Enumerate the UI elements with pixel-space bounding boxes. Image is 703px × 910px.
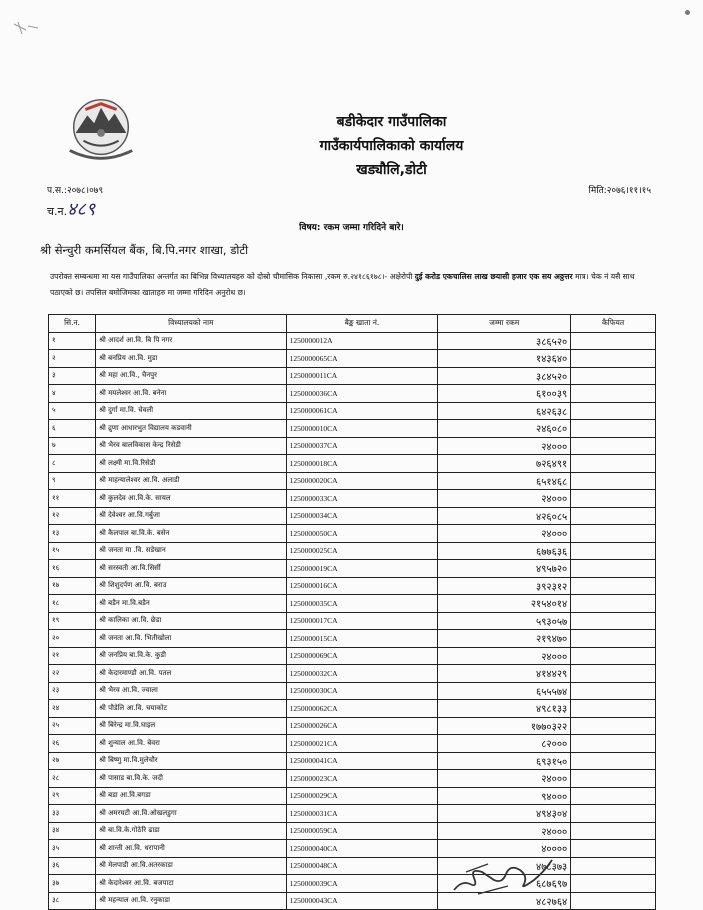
school-name-cell: श्री महन्याल आ.वि. रनुकाडा bbox=[96, 892, 286, 910]
amount-cell: ६४२६३८ bbox=[438, 402, 571, 420]
serial-cell: ९ bbox=[49, 472, 96, 490]
bank-account-cell: 1250000023CA bbox=[286, 770, 438, 788]
table-row bbox=[49, 752, 656, 770]
amount-cell: ४०००० bbox=[438, 840, 571, 858]
bank-account-cell: 1250000039CA bbox=[286, 875, 438, 893]
table-row bbox=[49, 735, 656, 753]
remarks-cell bbox=[571, 717, 656, 735]
bank-account-cell: 1250000034CA bbox=[286, 507, 438, 525]
amount-cell: १४३६४० bbox=[438, 350, 571, 368]
header-school-name: विध्यालयको नाम bbox=[96, 315, 286, 333]
letter-addressee: श्री सेन्चुरी कमर्सियल बैंक, बि.पि.नगर शाखा, डोटी bbox=[40, 243, 249, 257]
amount-cell: १७७०३२२ bbox=[438, 717, 571, 735]
school-name-cell: श्री शान्ती आ.वि. धरापानी bbox=[96, 840, 286, 858]
amount-cell: ४१४४२९ bbox=[438, 665, 571, 683]
amount-cell: ७२६४९१ bbox=[438, 455, 571, 473]
school-name-cell: श्री सरस्वती आ.वि.सिर्सी bbox=[96, 560, 286, 578]
remarks-cell bbox=[571, 752, 656, 770]
bank-account-cell: 1250000035CA bbox=[286, 595, 438, 613]
remarks-cell bbox=[571, 787, 656, 805]
serial-cell: १ bbox=[49, 332, 96, 350]
school-name-cell: श्री कुलदेव आ.वि.के. सायल bbox=[96, 490, 286, 508]
school-name-cell: श्री दुर्गा मा.वि. चेवली bbox=[96, 402, 286, 420]
table-row bbox=[49, 595, 656, 613]
school-name-cell: श्री महा आ.वि., चैनपुर bbox=[96, 367, 286, 385]
remarks-cell bbox=[571, 437, 656, 455]
amount-cell: ५९३०५७ bbox=[438, 612, 571, 630]
amount-cell: ६७७६३६ bbox=[438, 542, 571, 560]
remarks-cell bbox=[571, 595, 656, 613]
amount-cell: ९४००० bbox=[438, 787, 571, 805]
body-text-part2: मात्र। चेक नं यसै साथ पठाएको छ। तपसिल बमोजिमका खाताहरु मा जम्मा गरिदिन अनुरोध छ। bbox=[50, 272, 635, 297]
serial-cell: ४ bbox=[49, 385, 96, 403]
bank-account-cell: 1250000050CA bbox=[286, 525, 438, 543]
serial-cell: २७ bbox=[49, 752, 96, 770]
serial-cell: १२ bbox=[49, 507, 96, 525]
serial-cell: २८ bbox=[49, 770, 96, 788]
amount-cell: २४००० bbox=[438, 770, 571, 788]
remarks-cell bbox=[571, 682, 656, 700]
government-emblem-icon bbox=[62, 92, 140, 170]
school-name-cell: श्री बा.वि.के.गोठेरि ढाडा bbox=[96, 822, 286, 840]
table-row bbox=[49, 385, 656, 403]
letter-subject: विषय: रकम जम्मा गरिदिने बारे। bbox=[299, 223, 404, 233]
remarks-cell bbox=[571, 857, 656, 875]
school-name-cell: श्री अमरघटी आ.वि.ओखलडुगा bbox=[96, 805, 286, 823]
punch-hole-mark bbox=[685, 10, 690, 15]
school-name-cell: श्री मयलेश्वर आ.वि. बनेना bbox=[96, 385, 286, 403]
amount-in-words: दुई करोड एकचालिस लाख छयासी हजार एक सय अठ्ठत्तर bbox=[414, 272, 573, 281]
bank-account-cell: 1250000017CA bbox=[286, 612, 438, 630]
serial-cell: ३५ bbox=[49, 840, 96, 858]
school-name-cell: श्री लक्ष्मी मा.वि.रिसेडी bbox=[96, 455, 286, 473]
amount-cell: ४८२७६४ bbox=[438, 892, 571, 910]
amount-cell: २४००० bbox=[438, 647, 571, 665]
amount-cell: ४२६०८५ bbox=[438, 507, 571, 525]
bank-account-cell: 1250000033CA bbox=[286, 490, 438, 508]
table-row bbox=[49, 437, 656, 455]
bank-account-cell: 1250000040CA bbox=[286, 840, 438, 858]
bank-account-cell: 1250000020CA bbox=[286, 472, 438, 490]
bank-account-cell: 1250000019CA bbox=[286, 560, 438, 578]
remarks-cell bbox=[571, 367, 656, 385]
bank-account-cell: 1250000031CA bbox=[286, 805, 438, 823]
dispatch-number bbox=[47, 197, 95, 221]
bank-account-cell: 1250000036CA bbox=[286, 385, 438, 403]
remarks-cell bbox=[571, 665, 656, 683]
table-row bbox=[49, 525, 656, 543]
serial-cell: १९ bbox=[49, 612, 96, 630]
municipality-name: बडीकेदार गाउँपालिका bbox=[336, 114, 447, 130]
serial-cell: ३८ bbox=[49, 892, 96, 910]
amount-cell: ६९३१५० bbox=[438, 752, 571, 770]
amount-cell: ६५५५७४ bbox=[438, 682, 571, 700]
school-accounts-table bbox=[48, 314, 656, 910]
table-row bbox=[49, 892, 656, 910]
remarks-cell bbox=[571, 490, 656, 508]
header-amount: जम्मा रकम bbox=[438, 315, 571, 333]
school-name-cell: श्री पासाड बा.वि.के. जदी bbox=[96, 770, 286, 788]
serial-cell: १८ bbox=[49, 595, 96, 613]
remarks-cell bbox=[571, 560, 656, 578]
office-location: खड्यौलि,डोटी bbox=[356, 162, 427, 178]
serial-cell: २२ bbox=[49, 665, 96, 683]
table-header-row bbox=[49, 315, 656, 333]
table-row bbox=[49, 787, 656, 805]
remarks-cell bbox=[571, 735, 656, 753]
school-name-cell: श्री मेलपाडी आ.वि.अतरकाडा bbox=[96, 857, 286, 875]
remarks-cell bbox=[571, 822, 656, 840]
office-name: गाउँकार्यपालिकाको कार्यालय bbox=[319, 138, 464, 154]
amount-cell: ८२००० bbox=[438, 735, 571, 753]
school-name-cell: श्री केदारमाण्डौ आ.वि. पतल bbox=[96, 665, 286, 683]
school-name-cell: श्री जनता आ.वि. भितीखोला bbox=[96, 630, 286, 648]
serial-cell: ३४ bbox=[49, 822, 96, 840]
table-row bbox=[49, 822, 656, 840]
table-row bbox=[49, 490, 656, 508]
table-row bbox=[49, 577, 656, 595]
school-name-cell: श्री बनप्रिय आ.वि. मुडा bbox=[96, 350, 286, 368]
table-row bbox=[49, 472, 656, 490]
amount-cell: २४००० bbox=[438, 490, 571, 508]
amount-cell: २१५४०१४ bbox=[438, 595, 571, 613]
bank-account-cell: 1250000021CA bbox=[286, 735, 438, 753]
remarks-cell bbox=[571, 525, 656, 543]
remarks-cell bbox=[571, 542, 656, 560]
bank-account-cell: 1250000011CA bbox=[286, 367, 438, 385]
table-row bbox=[49, 857, 656, 875]
school-name-cell: श्री आदर्श आ.वि. बि पि नगर bbox=[96, 332, 286, 350]
serial-cell: २३ bbox=[49, 682, 96, 700]
remarks-cell bbox=[571, 630, 656, 648]
amount-cell: ६८७६९७ bbox=[438, 875, 571, 893]
table-row bbox=[49, 770, 656, 788]
serial-cell: ११ bbox=[49, 490, 96, 508]
amount-cell: ४९८१३३ bbox=[438, 700, 571, 718]
school-name-cell: श्री देवेश्वर आ.वि.गर्बुजा bbox=[96, 507, 286, 525]
bank-account-cell: 1250000026CA bbox=[286, 717, 438, 735]
table-row bbox=[49, 612, 656, 630]
table-row bbox=[49, 875, 656, 893]
remarks-cell bbox=[571, 507, 656, 525]
serial-cell: ८ bbox=[49, 455, 96, 473]
bank-account-cell: 1250000062CA bbox=[286, 700, 438, 718]
amount-cell: ४९४३०४ bbox=[438, 805, 571, 823]
bank-account-cell: 1250000041CA bbox=[286, 752, 438, 770]
table-row bbox=[49, 455, 656, 473]
table-row bbox=[49, 332, 656, 350]
table-row bbox=[49, 630, 656, 648]
school-name-cell: श्री जनता मा .वि. सडेखान bbox=[96, 542, 286, 560]
bank-account-cell: 1250000010CA bbox=[286, 420, 438, 438]
remarks-cell bbox=[571, 332, 656, 350]
serial-cell: ३ bbox=[49, 367, 96, 385]
table-row bbox=[49, 805, 656, 823]
bank-account-cell: 1250000012A bbox=[286, 332, 438, 350]
serial-cell: २६ bbox=[49, 735, 96, 753]
letter-date: मिति:२०७६।११।१५ bbox=[588, 186, 651, 196]
amount-cell: ४७८३७३ bbox=[438, 857, 571, 875]
amount-cell: ६५१४६८ bbox=[438, 472, 571, 490]
amount-cell: ३८४५२० bbox=[438, 367, 571, 385]
school-name-cell: श्री भैरव बालविकास केन्द्र रिसेडी bbox=[96, 437, 286, 455]
remarks-cell bbox=[571, 402, 656, 420]
amount-cell: २१९४७० bbox=[438, 630, 571, 648]
letter-reference-number: प.स.:२०७८।०७९ bbox=[47, 186, 104, 196]
school-name-cell: श्री बिरेन्द्र मा.वि.घाइल bbox=[96, 717, 286, 735]
serial-cell: ३६ bbox=[49, 857, 96, 875]
bank-account-cell: 1250000043CA bbox=[286, 892, 438, 910]
table-row bbox=[49, 647, 656, 665]
table-row bbox=[49, 700, 656, 718]
table-row bbox=[49, 717, 656, 735]
serial-cell: १६ bbox=[49, 560, 96, 578]
body-text-part1: उपरोक्त सम्बन्धमा मा यस गाउँपालिका अन्तर्गत का बिभिन्न विध्यालयहरु को दोस्रो चौमासिक निकासा ,रकम रु.२४१८६१७८।- अक्षेरोपी bbox=[50, 272, 415, 281]
table-row bbox=[49, 542, 656, 560]
dispatch-number-handwritten: ४८९ bbox=[67, 199, 96, 220]
serial-cell: ३३ bbox=[49, 805, 96, 823]
remarks-cell bbox=[571, 875, 656, 893]
table-row bbox=[49, 682, 656, 700]
serial-cell: ७ bbox=[49, 437, 96, 455]
school-name-cell: श्री माहन्यालेश्वर आ.वि. अलाडी bbox=[96, 472, 286, 490]
school-name-cell: श्री शुन्याल आ.वि. बेवरा bbox=[96, 735, 286, 753]
table-row bbox=[49, 367, 656, 385]
school-name-cell: श्री जनप्रिय बा.वि.के. कुडी bbox=[96, 647, 286, 665]
header-bank-account: बैङ्क खाता नं. bbox=[286, 315, 438, 333]
school-name-cell: श्री बडैन मा.वि.बडैन bbox=[96, 595, 286, 613]
remarks-cell bbox=[571, 472, 656, 490]
dispatch-number-label: च.न. bbox=[47, 205, 68, 218]
serial-cell: २ bbox=[49, 350, 96, 368]
remarks-cell bbox=[571, 892, 656, 910]
table-row bbox=[49, 402, 656, 420]
table-row bbox=[49, 420, 656, 438]
school-name-cell: श्री बिष्णु मा.वि.मुलेचौर bbox=[96, 752, 286, 770]
remarks-cell bbox=[571, 700, 656, 718]
serial-cell: ५ bbox=[49, 402, 96, 420]
serial-cell: २० bbox=[49, 630, 96, 648]
remarks-cell bbox=[571, 612, 656, 630]
remarks-cell bbox=[571, 350, 656, 368]
letter-body bbox=[50, 269, 656, 301]
serial-cell: ६ bbox=[49, 420, 96, 438]
scan-mark-icon bbox=[12, 20, 42, 50]
remarks-cell bbox=[571, 455, 656, 473]
remarks-cell bbox=[571, 577, 656, 595]
school-name-cell: श्री केदारेश्वर आ.वि. बजपाटा bbox=[96, 875, 286, 893]
school-name-cell: श्री शिशुदर्पण आ.वि. बराउ bbox=[96, 577, 286, 595]
bank-account-cell: 1250000015CA bbox=[286, 630, 438, 648]
table-row bbox=[49, 507, 656, 525]
serial-cell: २९ bbox=[49, 787, 96, 805]
header-remarks: कैफियत bbox=[571, 315, 656, 333]
amount-cell: ४९५७२० bbox=[438, 560, 571, 578]
remarks-cell bbox=[571, 840, 656, 858]
bank-account-cell: 1250000059CA bbox=[286, 822, 438, 840]
amount-cell: ६१००३९ bbox=[438, 385, 571, 403]
serial-cell: १७ bbox=[49, 577, 96, 595]
bank-account-cell: 1250000048CA bbox=[286, 857, 438, 875]
bank-account-cell: 1250000025CA bbox=[286, 542, 438, 560]
bank-account-cell: 1250000037CA bbox=[286, 437, 438, 455]
bank-account-cell: 1250000032CA bbox=[286, 665, 438, 683]
amount-cell: २४६०८० bbox=[438, 420, 571, 438]
serial-cell: २१ bbox=[49, 647, 96, 665]
bank-account-cell: 1250000065CA bbox=[286, 350, 438, 368]
school-name-cell: श्री द्रुणा आधारभुत विद्यालय कडवानी bbox=[96, 420, 286, 438]
table-row bbox=[49, 350, 656, 368]
serial-cell: १५ bbox=[49, 542, 96, 560]
table-row bbox=[49, 840, 656, 858]
table-row bbox=[49, 560, 656, 578]
header-serial: सि.न. bbox=[49, 315, 96, 333]
amount-cell: ३९२३१२ bbox=[438, 577, 571, 595]
table-row bbox=[49, 665, 656, 683]
remarks-cell bbox=[571, 385, 656, 403]
bank-account-cell: 1250000069CA bbox=[286, 647, 438, 665]
serial-cell: २५ bbox=[49, 717, 96, 735]
school-name-cell: श्री कैलपाल बा.वि.के. बसेन bbox=[96, 525, 286, 543]
bank-account-cell: 1250000029CA bbox=[286, 787, 438, 805]
school-name-cell: श्री पौडेलि आ.वि. चयाकोट bbox=[96, 700, 286, 718]
bank-account-cell: 1250000016CA bbox=[286, 577, 438, 595]
remarks-cell bbox=[571, 770, 656, 788]
handwritten-signature bbox=[448, 850, 558, 898]
serial-cell: ३७ bbox=[49, 875, 96, 893]
school-name-cell: श्री कालिका आ.वि. छेडा bbox=[96, 612, 286, 630]
bank-account-cell: 1250000061CA bbox=[286, 402, 438, 420]
remarks-cell bbox=[571, 805, 656, 823]
amount-cell: २४००० bbox=[438, 525, 571, 543]
amount-cell: ३८६५२० bbox=[438, 332, 571, 350]
bank-account-cell: 1250000030CA bbox=[286, 682, 438, 700]
remarks-cell bbox=[571, 647, 656, 665]
amount-cell: २४००० bbox=[438, 822, 571, 840]
bank-account-cell: 1250000018CA bbox=[286, 455, 438, 473]
remarks-cell bbox=[571, 420, 656, 438]
serial-cell: २४ bbox=[49, 700, 96, 718]
school-name-cell: श्री भैरव आ.वि. ज्वाला bbox=[96, 682, 286, 700]
serial-cell: १३ bbox=[49, 525, 96, 543]
amount-cell: २४००० bbox=[438, 437, 571, 455]
school-name-cell: श्री बडा आ.वि.बगडा bbox=[96, 787, 286, 805]
